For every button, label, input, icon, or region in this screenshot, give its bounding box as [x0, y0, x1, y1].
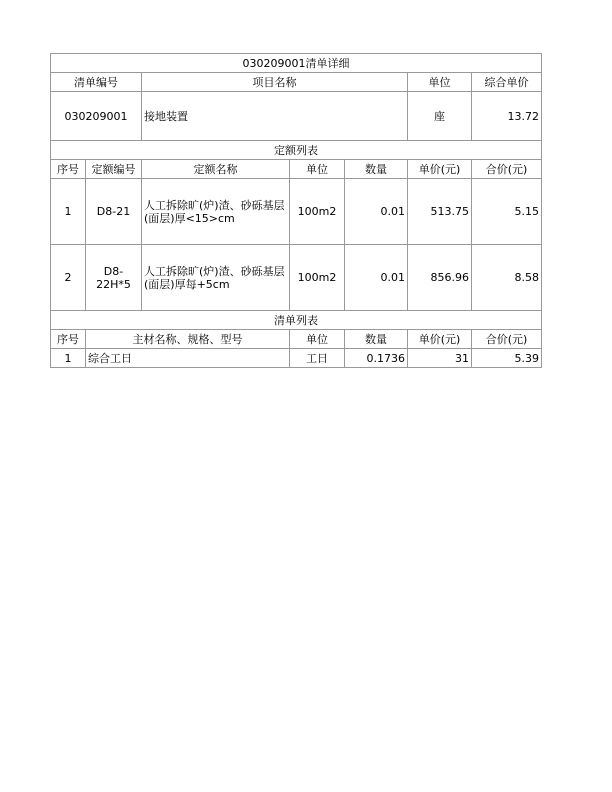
quota-qty-header: 数量: [345, 160, 408, 179]
material-unit-header: 单位: [290, 330, 345, 349]
material-section-row: [51, 311, 542, 330]
quota-unit-header: 单位: [290, 160, 345, 179]
quota-seq: 1: [51, 179, 86, 245]
material-unit-price: 31: [408, 349, 472, 368]
table-row: [51, 179, 542, 245]
quota-total-header: 合价(元): [472, 160, 542, 179]
bill-code-header: 清单编号: [51, 73, 142, 92]
quota-header-row: [51, 160, 542, 179]
material-unit-price-header: 单价(元): [408, 330, 472, 349]
quota-name-header: 定额名称: [142, 160, 290, 179]
title-row: [51, 54, 542, 73]
bill-header-row: [51, 73, 542, 92]
material-section-title: 清单列表: [51, 311, 542, 330]
table-title: 030209001清单详细: [51, 54, 542, 73]
material-qty-header: 数量: [345, 330, 408, 349]
material-total: 5.39: [472, 349, 542, 368]
table-row: [51, 245, 542, 311]
bill-unit-header: 单位: [408, 73, 472, 92]
quota-seq: 2: [51, 245, 86, 311]
material-total-header: 合价(元): [472, 330, 542, 349]
quota-code: D8-22H*5: [86, 245, 142, 311]
quota-qty: 0.01: [345, 245, 408, 311]
bill-detail-table: [50, 53, 542, 368]
bill-code: 030209001: [51, 92, 142, 141]
quota-code-header: 定额编号: [86, 160, 142, 179]
bill-unit: 座: [408, 92, 472, 141]
quota-unit-price-header: 单价(元): [408, 160, 472, 179]
quota-unit-price: 856.96: [408, 245, 472, 311]
bill-name-header: 项目名称: [142, 73, 408, 92]
quota-unit: 100m2: [290, 245, 345, 311]
quota-total: 8.58: [472, 245, 542, 311]
bill-name: 接地装置: [142, 92, 408, 141]
material-qty: 0.1736: [345, 349, 408, 368]
material-header-row: [51, 330, 542, 349]
bill-price-header: 综合单价: [472, 73, 542, 92]
quota-seq-header: 序号: [51, 160, 86, 179]
material-name: 综合工日: [86, 349, 290, 368]
bill-row: [51, 92, 542, 141]
material-seq-header: 序号: [51, 330, 86, 349]
material-name-header: 主材名称、规格、型号: [86, 330, 290, 349]
bill-price: 13.72: [472, 92, 542, 141]
quota-name: 人工拆除旷(炉)渣、砂砾基层(面层)厚<15>cm: [142, 179, 290, 245]
quota-qty: 0.01: [345, 179, 408, 245]
material-seq: 1: [51, 349, 86, 368]
quota-name: 人工拆除旷(炉)渣、砂砾基层(面层)厚每+5cm: [142, 245, 290, 311]
quota-section-title: 定额列表: [51, 141, 542, 160]
quota-total: 5.15: [472, 179, 542, 245]
material-unit: 工日: [290, 349, 345, 368]
quota-section-row: [51, 141, 542, 160]
quota-code: D8-21: [86, 179, 142, 245]
quota-unit: 100m2: [290, 179, 345, 245]
quota-unit-price: 513.75: [408, 179, 472, 245]
table-row: [51, 349, 542, 368]
